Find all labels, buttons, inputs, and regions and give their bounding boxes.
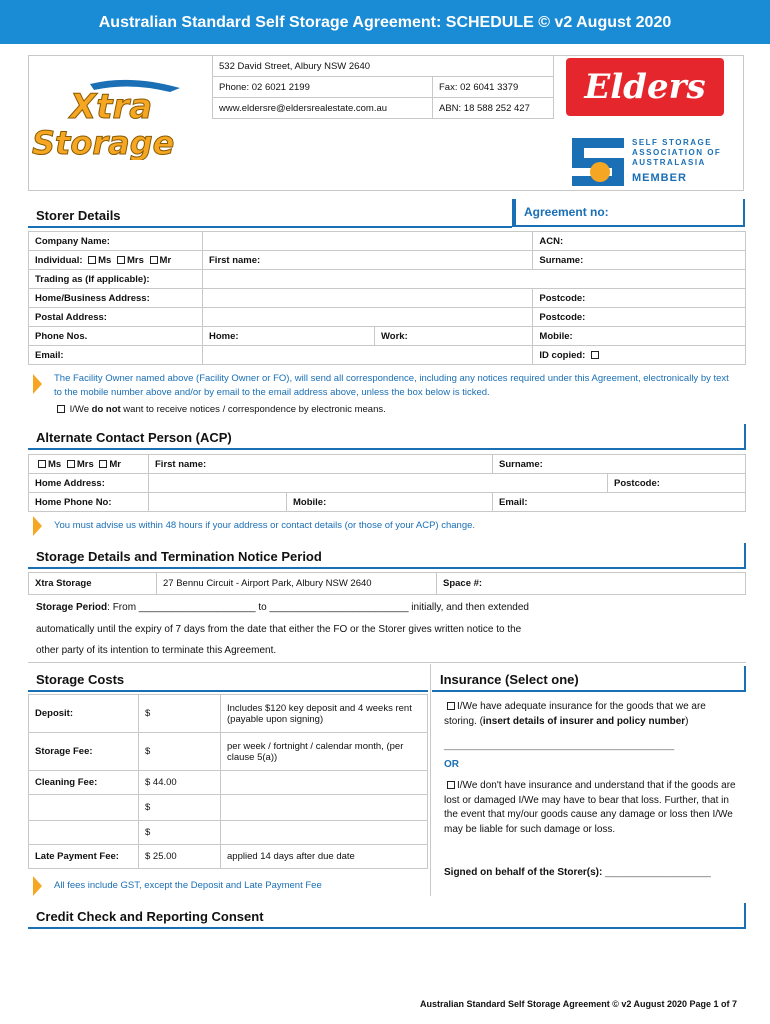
acp-notice-arrow-icon: [33, 516, 42, 536]
acp-mr-checkbox[interactable]: [99, 460, 107, 468]
costs-section-rule: [28, 690, 428, 692]
storage-period-divider: [28, 662, 746, 663]
ssaa-line-2: ASSOCIATION OF: [632, 148, 722, 157]
insurance-section-tick: [744, 666, 746, 690]
storage-period-from: : From _____________________ to _________________________ initially, and then extended: [107, 602, 529, 613]
storage-fee-amount[interactable]: $: [139, 733, 221, 771]
acp-home-address-label: Home Address:: [29, 474, 149, 493]
id-copied-cell: [533, 346, 746, 365]
acp-mrs-checkbox[interactable]: [67, 460, 75, 468]
acp-surname-field[interactable]: Surname:: [493, 455, 746, 474]
storer-section-rule: [28, 226, 512, 228]
document-title-banner: [0, 0, 770, 44]
credit-check-heading: Credit Check and Reporting Consent: [36, 909, 264, 924]
ssaa-association-name: [632, 138, 721, 168]
postal-postcode-field[interactable]: Postcode:: [533, 308, 746, 327]
insurance-option-2-text: I/We don't have insurance and understand that if the goods are lost or damaged I/We may have to bear that loss. Further, that in the event that my/our goods cause any damage or loss then I/We may be liable for such damage or loss.: [444, 780, 736, 835]
storage-facility-address: 27 Bennu Circuit - Airport Park, Albury NSW 2640: [157, 573, 437, 595]
agreement-number-label: Agreement no:: [524, 205, 609, 219]
ssaa-line-3: AUSTRALASIA: [632, 158, 706, 167]
storage-period-line-1[interactable]: [36, 601, 736, 615]
storer-signature-row[interactable]: [444, 866, 744, 880]
acp-section-tick: [744, 424, 746, 448]
deposit-description: Includes $120 key deposit and 4 weeks rent (payable upon signing): [221, 695, 428, 733]
cleaning-fee-amount[interactable]: $ 44.00: [139, 771, 221, 795]
cleaning-fee-label: Cleaning Fee:: [29, 771, 139, 795]
acp-title-row: [29, 455, 149, 474]
cleaning-fee-description[interactable]: [221, 771, 428, 795]
facility-abn: ABN: 18 588 252 427: [433, 98, 554, 119]
acp-notice-text: You must advise us within 48 hours if your address or contact details (or those of your ACP) change.: [54, 520, 476, 531]
acp-home-address-field[interactable]: [149, 474, 608, 493]
trading-as-label: Trading as (If applicable):: [29, 270, 203, 289]
acp-ms-label: Ms: [48, 458, 62, 470]
facility-email: www.eldersre@eldersrealestate.com.au: [213, 98, 433, 119]
mobile-field[interactable]: Mobile:: [533, 327, 746, 346]
ms-label: Ms: [98, 254, 112, 266]
contact-table: [212, 55, 554, 119]
work-phone-field[interactable]: Work:: [375, 327, 533, 346]
optout-text-post: want to receive notices / correspondence by electronic means.: [120, 404, 386, 415]
optout-text-pre: I/We: [69, 404, 92, 415]
insurance-option-1-close: ): [685, 716, 689, 727]
electronic-optout-row: [54, 403, 386, 417]
elders-logo: [566, 58, 724, 116]
acp-mrs-label: Mrs: [76, 458, 94, 470]
extra-fee-label-1[interactable]: [29, 795, 139, 821]
ssaa-member-label: MEMBER: [632, 172, 687, 184]
agreement-number-box[interactable]: [512, 199, 745, 227]
acp-mobile-field[interactable]: Mobile:: [287, 493, 493, 512]
mr-checkbox[interactable]: [150, 256, 158, 264]
xtra-storage-logo: [30, 78, 202, 160]
extra-fee-label-2[interactable]: [29, 821, 139, 845]
acp-heading: Alternate Contact Person (ACP): [36, 430, 232, 445]
gst-note-text: All fees include GST, except the Deposit and Late Payment Fee: [54, 880, 322, 891]
space-number-field[interactable]: Space #:: [437, 573, 746, 595]
late-fee-description: applied 14 days after due date: [221, 845, 428, 869]
individual-label: Individual:: [35, 254, 83, 266]
home-postcode-field[interactable]: Postcode:: [533, 289, 746, 308]
acp-ms-checkbox[interactable]: [38, 460, 46, 468]
storage-facility-name: Xtra Storage: [29, 573, 157, 595]
late-fee-amount[interactable]: $ 25.00: [139, 845, 221, 869]
storage-period-line-3: other party of its intention to terminate this Agreement.: [36, 645, 277, 656]
optout-text-bold: do not: [91, 404, 121, 415]
no-insurance-checkbox[interactable]: [447, 781, 455, 789]
id-copied-label: ID copied:: [539, 349, 586, 361]
storer-signature-label: Signed on behalf of the Storer(s):: [444, 867, 603, 878]
acp-section-rule: [28, 448, 746, 450]
acp-mr-label: Mr: [109, 458, 122, 470]
extra-fee-description-1[interactable]: [221, 795, 428, 821]
storage-fee-label: Storage Fee:: [29, 733, 139, 771]
mrs-checkbox[interactable]: [117, 256, 125, 264]
costs-note-arrow-icon: [33, 876, 42, 896]
storer-signature-line: ___________________: [605, 867, 711, 878]
surname-field[interactable]: Surname:: [533, 251, 746, 270]
individual-title-row: [29, 251, 203, 270]
email-field[interactable]: [203, 346, 533, 365]
postal-address-field[interactable]: [203, 308, 533, 327]
storage-costs-heading: Storage Costs: [36, 672, 125, 687]
acp-home-phone-label: Home Phone No:: [29, 493, 149, 512]
email-label: Email:: [29, 346, 203, 365]
electronic-notice-text: The Facility Owner named above (Facility Owner or FO), will send all correspondence, including any notices required under this Agreement, electronically by text to the mobile number above and/or by email to the email address above, unless the box below is ticked.: [54, 373, 729, 398]
notice-arrow-icon: [33, 374, 42, 394]
storage-costs-table: [28, 694, 428, 869]
storage-details-heading: Storage Details and Termination Notice Period: [36, 549, 322, 564]
insurance-section-rule: [432, 690, 746, 692]
page-footer: Australian Standard Self Storage Agreement © v2 August 2020 Page 1 of 7: [420, 999, 738, 1009]
id-copied-checkbox[interactable]: [591, 351, 599, 359]
acp-first-name-field[interactable]: First name:: [149, 455, 493, 474]
company-name-field[interactable]: [203, 232, 533, 251]
ms-checkbox[interactable]: [88, 256, 96, 264]
storage-period-line-2: automatically until the expiry of 7 days from the date that either the FO or the Storer gives written notice to the: [36, 624, 522, 635]
insurer-details-line[interactable]: ______________________________________________: [444, 740, 675, 750]
trading-as-field[interactable]: [203, 270, 746, 289]
logo-xtra-text: Xtra: [70, 87, 153, 127]
credit-section-rule: [28, 927, 746, 929]
storage-period-label: Storage Period: [36, 602, 108, 613]
storer-details-table: [28, 231, 746, 365]
ssaa-line-1: SELF STORAGE: [632, 138, 713, 147]
insurance-option-1: [444, 699, 736, 729]
home-address-label: Home/Business Address:: [29, 289, 203, 308]
late-fee-label: Late Payment Fee:: [29, 845, 139, 869]
extra-fee-amount-1[interactable]: $: [139, 795, 221, 821]
mrs-label: Mrs: [126, 254, 144, 266]
acp-home-phone-field[interactable]: [149, 493, 287, 512]
home-phone-field[interactable]: Home:: [203, 327, 375, 346]
postal-address-label: Postal Address:: [29, 308, 203, 327]
phone-nos-label: Phone Nos.: [29, 327, 203, 346]
acp-email-field[interactable]: Email:: [493, 493, 746, 512]
insurance-divider: [430, 664, 431, 896]
storage-section-rule: [28, 567, 746, 569]
deposit-amount[interactable]: $: [139, 695, 221, 733]
home-address-field[interactable]: [203, 289, 533, 308]
mr-label: Mr: [159, 254, 172, 266]
acn-label[interactable]: ACN:: [533, 232, 746, 251]
company-name-label: Company Name:: [29, 232, 203, 251]
elders-logo-text: Elders: [584, 67, 706, 107]
acp-postcode-field[interactable]: Postcode:: [608, 474, 746, 493]
storage-section-tick: [744, 543, 746, 567]
credit-section-tick: [744, 903, 746, 927]
document-title: Australian Standard Self Storage Agreement: SCHEDULE © v2 August 2020: [98, 14, 672, 31]
insurance-option-2: [444, 779, 736, 837]
extra-fee-amount-2[interactable]: $: [139, 821, 221, 845]
storage-fee-description: per week / fortnight / calendar month, (per clause 5(a)): [221, 733, 428, 771]
storage-location-table: [28, 572, 746, 595]
ssaa-map-icon: [590, 162, 610, 182]
insurance-or-label: OR: [444, 759, 459, 770]
electronic-optout-checkbox[interactable]: [57, 405, 65, 413]
facility-fax: Fax: 02 6041 3379: [433, 77, 554, 98]
logo-storage-text: Storage: [32, 124, 175, 160]
storer-details-heading: Storer Details: [36, 208, 121, 223]
insurance-heading: Insurance (Select one): [440, 672, 579, 687]
first-name-field[interactable]: First name:: [203, 251, 533, 270]
insurance-option-1-text: I/We have adequate insurance for the goods that we are storing. (: [444, 701, 706, 727]
extra-fee-description-2[interactable]: [221, 821, 428, 845]
facility-phone: Phone: 02 6021 2199: [213, 77, 433, 98]
has-insurance-checkbox[interactable]: [447, 702, 455, 710]
deposit-label: Deposit:: [29, 695, 139, 733]
acp-table: [28, 454, 746, 512]
insurance-option-1-bold: insert details of insurer and policy number: [482, 716, 686, 727]
facility-address: 532 David Street, Albury NSW 2640: [213, 56, 554, 77]
